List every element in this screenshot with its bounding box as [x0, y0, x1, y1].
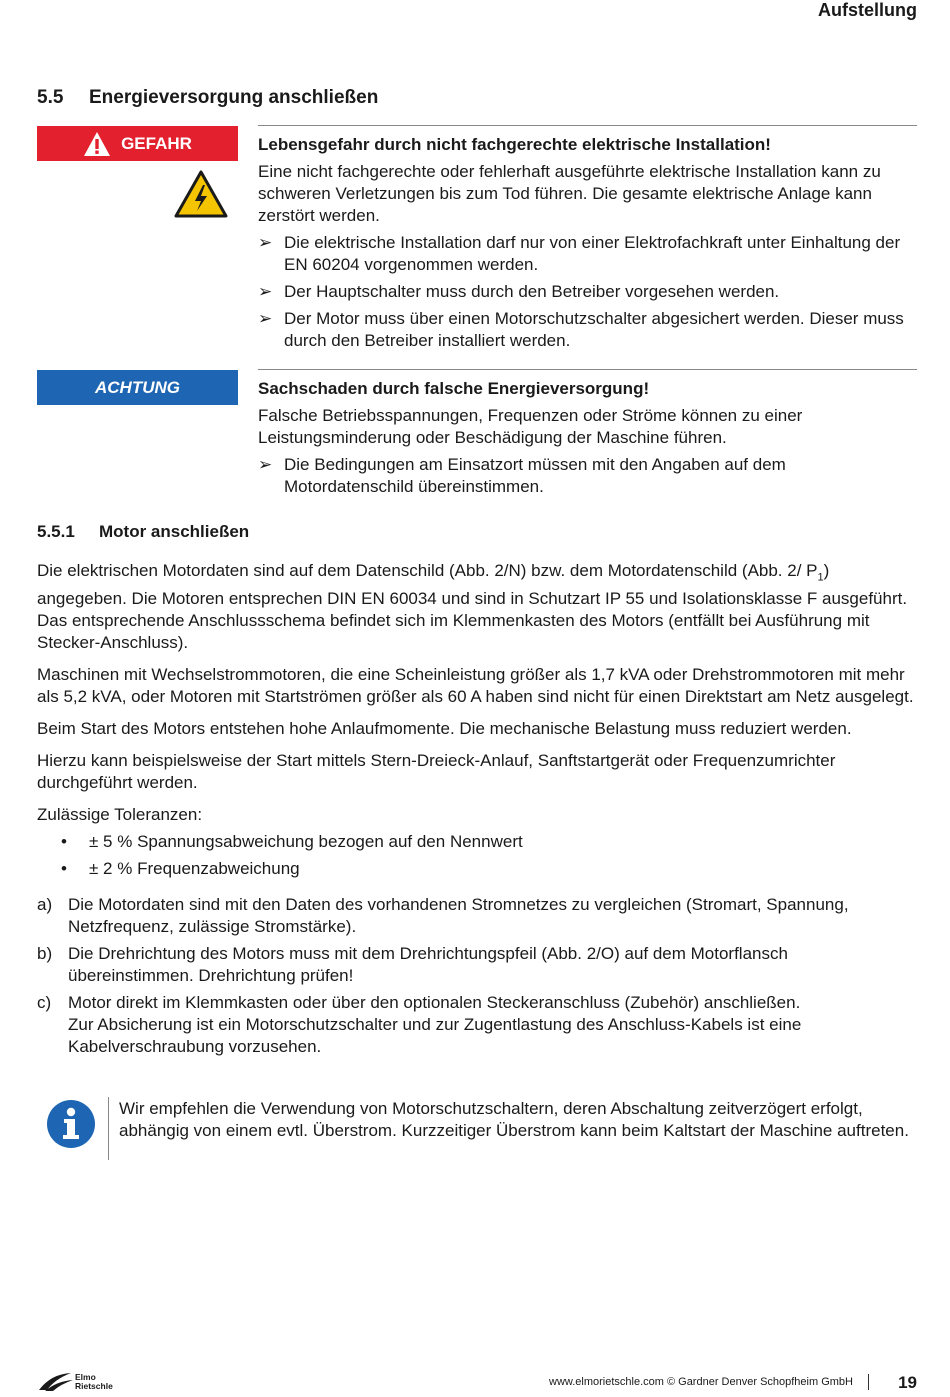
paragraph: Beim Start des Motors entstehen hohe Anlaufmomente. Die mechanische Belastung muss reduziert werden. — [37, 719, 852, 739]
achtung-badge — [37, 370, 238, 405]
danger-heading: Lebensgefahr durch nicht fachgerechte elektrische Installation! — [258, 135, 771, 154]
step-item: b) Die Drehrichtung des Motors muss mit dem Drehrichtungspfeil (Abb. 2/O) auf dem Motorflansch übereinstimmen. Drehrichtung prüfen! — [37, 944, 788, 986]
high-voltage-icon — [174, 170, 228, 218]
subsection-title-text: Motor anschließen — [99, 522, 250, 541]
danger-notice — [258, 125, 917, 357]
elmo-rietschle-logo — [37, 1370, 127, 1392]
arrow-bullet-icon: ➢ — [258, 309, 273, 328]
info-divider — [108, 1097, 109, 1160]
section-title — [37, 87, 378, 109]
svg-text:Rietschle: Rietschle — [75, 1381, 113, 1391]
achtung-heading: Sachschaden durch falsche Energieversorgung! — [258, 379, 650, 398]
paragraph: Die elektrischen Motordaten sind auf dem Datenschild (Abb. 2/N) bzw. dem Motordatenschild (Abb. 2/ $P_1$) angegeben. Die Motoren entsprechen DIN EN 60034 und sind in Schutzart IP 55 und Isolationsklasse F ausgeführt. Das entsprechende Anschlussschema befindet sich im Klemmenkasten des Motors (entfällt bei Ausführung mit Stecker-Anschluss). — [37, 561, 908, 653]
achtung-label: ACHTUNG — [95, 377, 180, 397]
warning-triangle-icon — [83, 131, 111, 157]
danger-body: Eine nicht fachgerechte oder fehlerhaft ausgeführte elektrische Installation kann zu schweren Verletzungen bis zum Tod führen. Die gesamte elektrische Anlage kann zerstört werden. — [258, 162, 881, 225]
danger-item: ➢ Der Hauptschalter muss durch den Betreiber vorgesehen werden. — [258, 282, 780, 301]
danger-item: ➢ Der Motor muss über einen Motorschutzschalter abgesichert werden. Dieser muss durch den Betreiber installiert werden. — [258, 309, 904, 350]
section-title-text: Energieversorgung anschließen — [89, 87, 379, 108]
running-header: Aufstellung — [818, 0, 917, 20]
step-item: a) Die Motordaten sind mit den Daten des vorhandenen Stromnetzes zu vergleichen (Stromart, Spannung, Netzfrequenz, zulässige Stromstärke). — [37, 895, 849, 937]
step-item: c) Motor direkt im Klemmkasten oder über den optionalen Steckeranschluss (Zubehör) anschließen. Zur Absicherung ist ein Motorschutzschalter und zur Zugentlastung des Anschluss-Kabels ist eine Kabelverschraubung vorzusehen. — [37, 993, 802, 1057]
info-text: Wir empfehlen die Verwendung von Motorschutzschaltern, deren Abschaltung zeitverzögert erfolgt, abhängig von einem evtl. Überstrom. Kurzzeitiger Überstrom kann beim Kaltstart der Maschine auftreten. — [119, 1099, 909, 1140]
step-letter: a) — [37, 895, 53, 915]
tolerance-list — [37, 831, 917, 880]
subsection-number: 5.5.1 — [37, 522, 75, 541]
arrow-bullet-icon: ➢ — [258, 282, 273, 301]
footer-copyright: www.elmorietschle.com © Gardner Denver Schopfheim GmbH — [549, 1376, 853, 1388]
info-icon — [46, 1099, 96, 1149]
footer-divider — [868, 1374, 869, 1390]
bullet-icon: • — [61, 859, 67, 879]
list-item: • ± 5 % Spannungsabweichung bezogen auf den Nennwert — [61, 832, 523, 852]
step-list — [37, 894, 917, 1058]
achtung-body: Falsche Betriebsspannungen, Frequenzen oder Ströme können zu einer Leistungsminderung oder Beschädigung der Maschine führen. — [258, 406, 803, 447]
danger-badge — [37, 126, 238, 161]
danger-label: GEFAHR — [121, 133, 192, 153]
step-letter: b) — [37, 944, 53, 964]
step-letter: c) — [37, 993, 52, 1013]
svg-text:Elmo: Elmo — [75, 1372, 96, 1382]
subsection-title — [37, 522, 249, 542]
page-number: 19 — [898, 1373, 917, 1392]
achtung-notice — [258, 369, 917, 503]
arrow-bullet-icon: ➢ — [258, 455, 273, 474]
danger-item: ➢ Die elektrische Installation darf nur von einer Elektrofachkraft unter Einhaltung der EN 60204 vorgenommen werden. — [258, 233, 901, 274]
list-item: • ± 2 % Frequenzabweichung — [61, 859, 300, 879]
section-number: 5.5 — [37, 87, 64, 108]
paragraph: Maschinen mit Wechselstrommotoren, die eine Scheinleistung größer als 1,7 kVA oder Drehstrommotoren mit mehr als 5,2 kVA, oder Motoren mit Startströmen größer als 60 A haben sind nicht für einen Direktstart am Netz ausgelegt. — [37, 665, 914, 707]
achtung-item: ➢ Die Bedingungen am Einsatzort müssen mit den Angaben auf dem Motordatenschild übereinstimmen. — [258, 455, 786, 496]
paragraph: Zulässige Toleranzen: — [37, 805, 203, 825]
bullet-icon: • — [61, 832, 67, 852]
paragraph: Hierzu kann beispielsweise der Start mittels Stern-Dreieck-Anlauf, Sanftstartgerät oder Frequenzumrichter durchgeführt werden. — [37, 751, 836, 793]
body-text — [37, 560, 917, 1063]
arrow-bullet-icon: ➢ — [258, 233, 273, 252]
